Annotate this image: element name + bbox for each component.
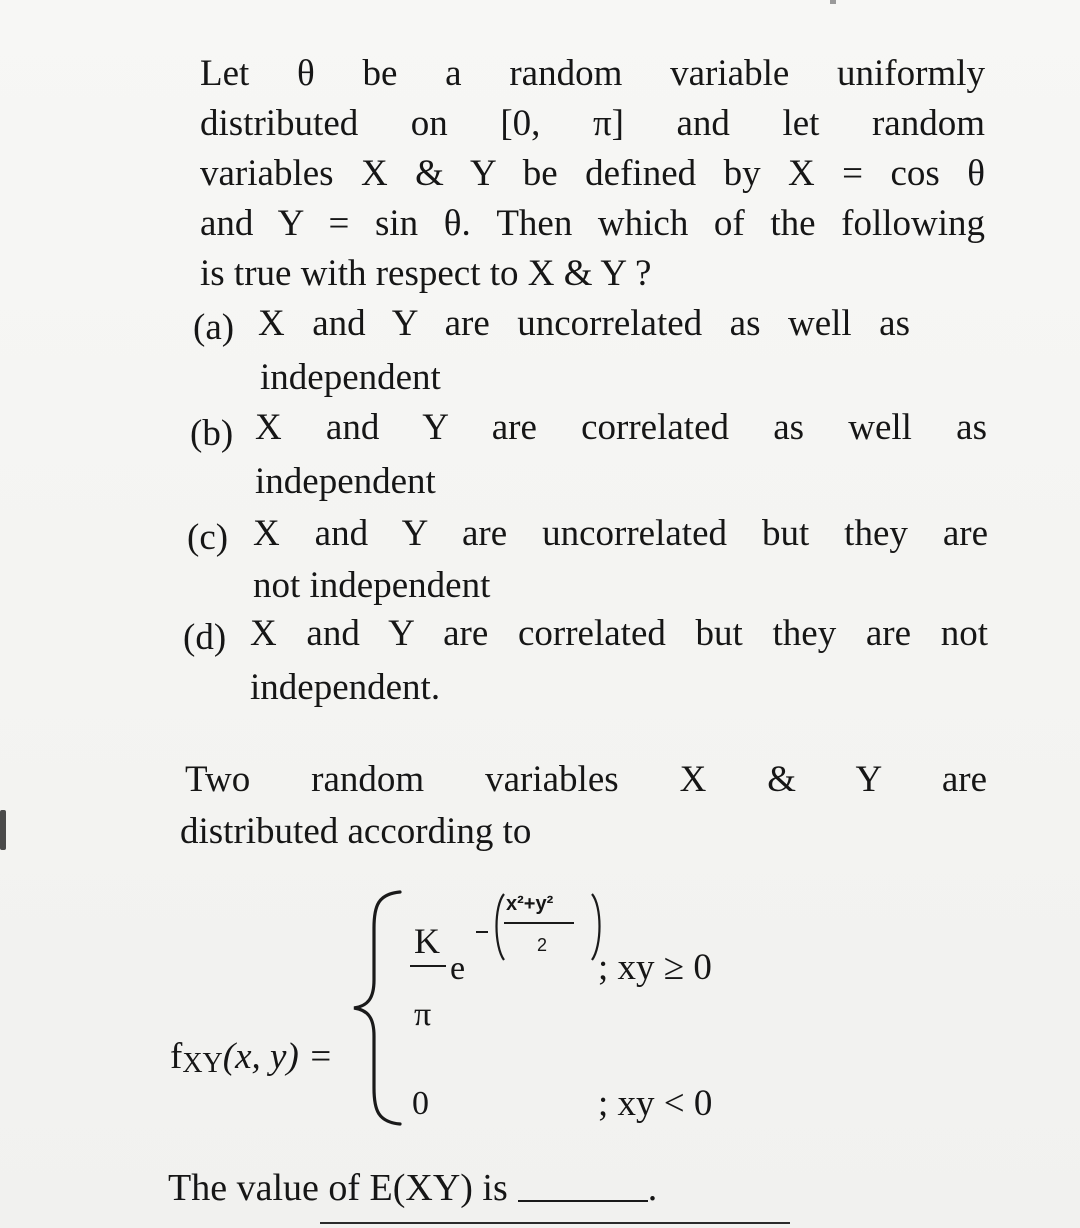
answer-blank bbox=[518, 1170, 648, 1202]
option-a-label: (a) bbox=[193, 307, 235, 348]
answer-period: . bbox=[647, 1167, 658, 1209]
exponent-numerator: x²+y² bbox=[506, 893, 554, 915]
pdf-subscript: XY bbox=[182, 1048, 223, 1079]
option-a-line-1: X and Y are uncorrelated as well as bbox=[258, 303, 910, 344]
top-speck bbox=[830, 0, 836, 4]
exponential-base: e bbox=[450, 950, 466, 987]
bottom-rule bbox=[320, 1222, 790, 1224]
question1-line-1: Let θ be a random variable uniformly bbox=[200, 53, 985, 94]
margin-mark bbox=[0, 810, 6, 850]
option-a-line-2: independent bbox=[260, 357, 441, 398]
question1-line-2: distributed on [0, π] and let random bbox=[200, 103, 985, 144]
exponent-fraction-bar bbox=[504, 922, 574, 924]
option-d-line-2: independent. bbox=[250, 667, 441, 708]
pdf-function-symbol: f bbox=[170, 1036, 183, 1077]
question2-intro-line-1: Two random variables X & Y are bbox=[185, 759, 987, 800]
left-curly-brace bbox=[348, 888, 408, 1128]
option-c-line-2: not independent bbox=[253, 565, 491, 606]
option-b-line-1: X and Y are correlated as well as bbox=[255, 407, 987, 448]
option-c-label: (c) bbox=[187, 517, 229, 558]
pdf-lhs bbox=[170, 1035, 333, 1080]
answer-prompt-text: The value of E(XY) is bbox=[168, 1167, 508, 1209]
option-d-line-1: X and Y are correlated but they are not bbox=[250, 613, 988, 654]
option-b-label: (b) bbox=[190, 413, 234, 454]
fraction-numerator-k: K bbox=[414, 921, 440, 961]
case2-condition: ; xy < 0 bbox=[598, 1083, 713, 1124]
fraction-bar bbox=[410, 965, 446, 967]
pdf-arguments: (x, y) = bbox=[222, 1036, 333, 1077]
question1-line-5: is true with respect to X & Y ? bbox=[200, 253, 652, 294]
option-b-line-2: independent bbox=[255, 461, 436, 502]
answer-prompt bbox=[168, 1166, 657, 1210]
case2-value: 0 bbox=[412, 1085, 429, 1122]
question1-line-3: variables X & Y be defined by X = cos θ bbox=[200, 153, 985, 194]
case1-condition: ; xy ≥ 0 bbox=[598, 947, 712, 988]
question2-intro-line-2: distributed according to bbox=[180, 811, 532, 852]
option-d-label: (d) bbox=[183, 617, 227, 658]
exponent-denominator: 2 bbox=[537, 935, 548, 955]
option-c-line-1: X and Y are uncorrelated but they are bbox=[253, 513, 988, 554]
fraction-denominator-pi: π bbox=[414, 996, 432, 1033]
question1-line-4: and Y = sin θ. Then which of the following bbox=[200, 203, 985, 244]
